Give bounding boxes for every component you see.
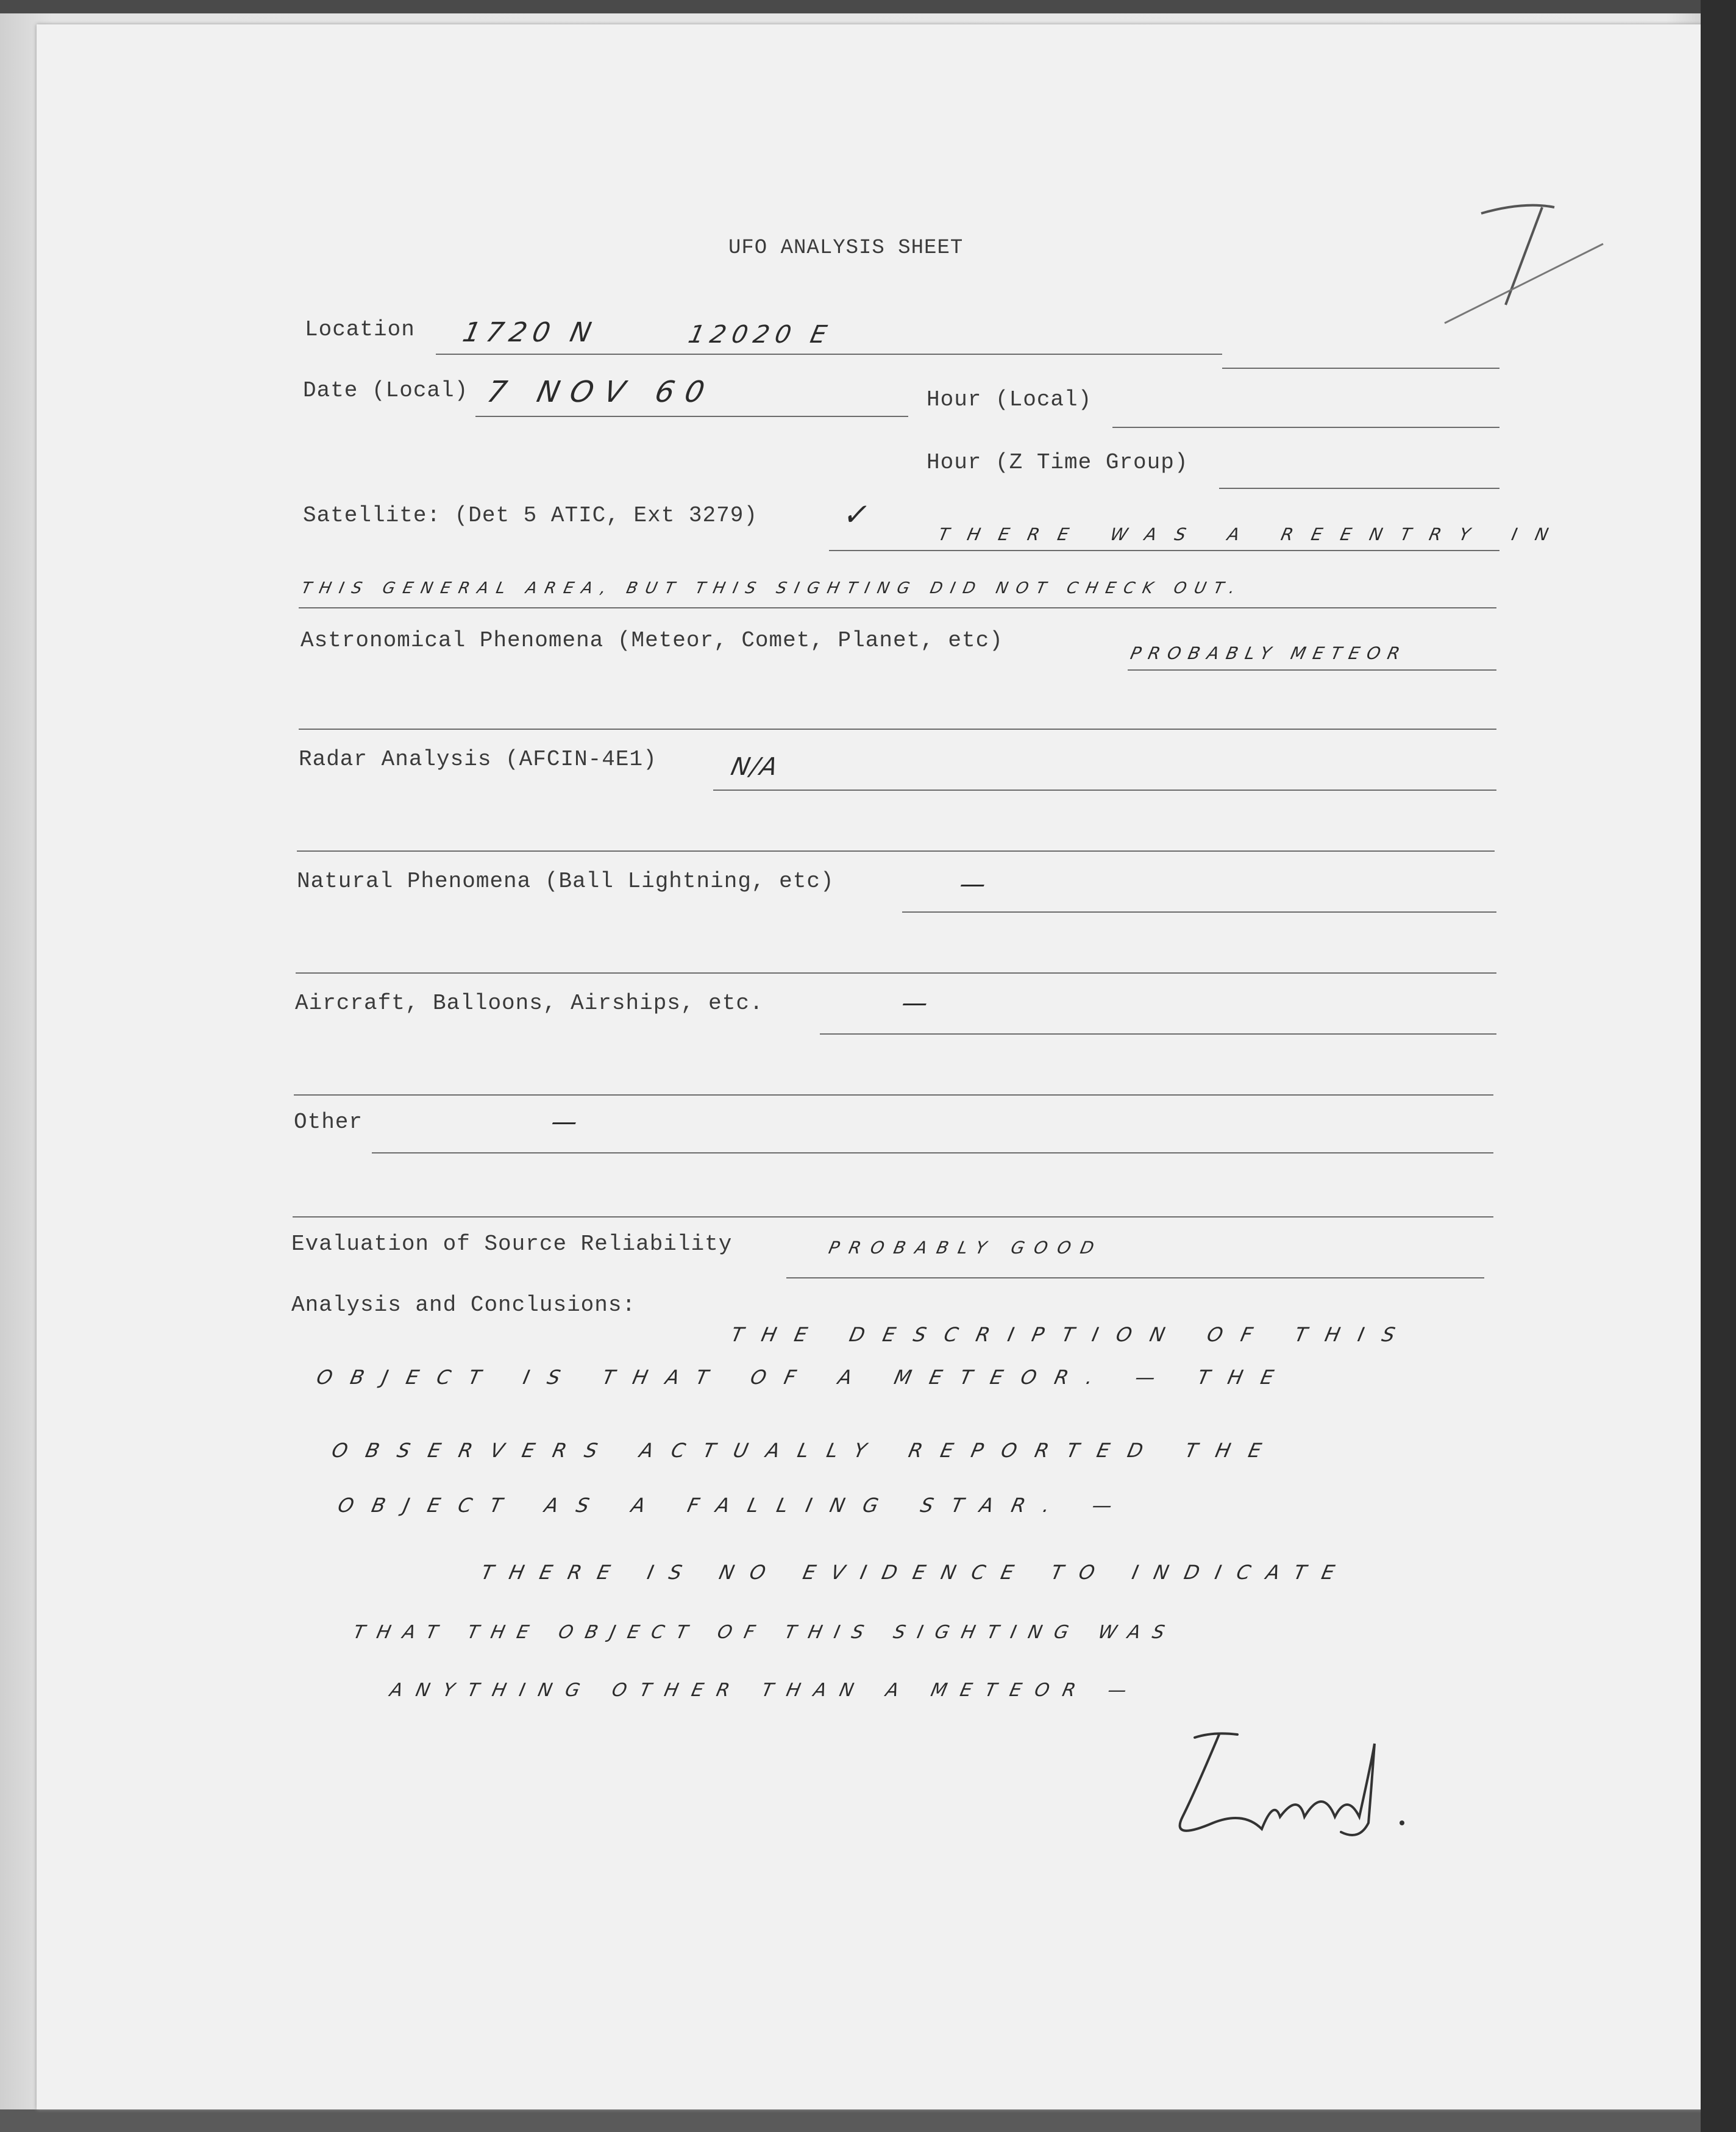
- analysis-line-4: OBJECT AS A FALLING STAR. —: [335, 1494, 1133, 1517]
- reliability-value: PROBABLY GOOD: [827, 1238, 1106, 1258]
- date-local-field-line: [475, 416, 908, 417]
- satellite-field-line2: [299, 607, 1496, 608]
- hour-local-label: Hour (Local): [927, 387, 1092, 412]
- location-lat-value: 1720 N: [460, 317, 600, 348]
- scan-right-edge: [1701, 0, 1736, 2132]
- other-label: Other: [294, 1110, 363, 1135]
- date-local-value: 7 NOV 60: [484, 375, 719, 409]
- satellite-label: Satellite: (Det 5 ATIC, Ext 3279): [303, 503, 758, 528]
- date-local-label: Date (Local): [303, 378, 469, 403]
- analysis-line-7: ANYTHING OTHER THAN A METEOR —: [388, 1680, 1142, 1701]
- hour-z-field-line: [1219, 488, 1499, 489]
- analysis-line-5: THERE IS NO EVIDENCE TO INDICATE: [478, 1561, 1353, 1584]
- astronomical-field-line2: [299, 729, 1496, 730]
- other-field-line2: [293, 1216, 1493, 1218]
- satellite-value-line2: THIS GENERAL AREA, BUT THIS SIGHTING DID NOT CHECK OUT.: [299, 579, 1245, 597]
- radar-value: N/A: [728, 753, 781, 781]
- satellite-value-line1: THERE WAS A REENTRY IN: [936, 524, 1569, 544]
- other-value: —: [548, 1107, 581, 1136]
- location-field-line: [436, 354, 1222, 355]
- analysis-line-2: OBJECT IS THAT OF A METEOR. — THE: [314, 1366, 1294, 1389]
- hour-local-field-line: [1112, 427, 1499, 428]
- analysis-sheet-paper: [37, 24, 1704, 2109]
- satellite-check-mark: ✓: [840, 497, 874, 532]
- aircraft-value: —: [898, 988, 931, 1018]
- aircraft-field-line2: [294, 1094, 1493, 1096]
- location-label: Location: [305, 317, 415, 342]
- natural-label: Natural Phenomena (Ball Lightning, etc): [297, 869, 834, 894]
- natural-field-line: [902, 911, 1496, 913]
- analysis-line-1: THE DESCRIPTION OF THIS: [728, 1323, 1415, 1346]
- other-field-line: [372, 1152, 1493, 1153]
- location-lon-value: 12020 E: [686, 321, 836, 349]
- radar-label: Radar Analysis (AFCIN-4E1): [299, 747, 657, 772]
- radar-field-line: [713, 790, 1496, 791]
- scan-bottom-edge: [0, 2109, 1736, 2132]
- astronomical-field-line: [1128, 669, 1496, 671]
- astronomical-value: PROBABLY METEOR: [1128, 643, 1409, 663]
- aircraft-label: Aircraft, Balloons, Airships, etc.: [295, 991, 764, 1016]
- natural-field-line2: [296, 972, 1496, 974]
- aircraft-field-line: [820, 1033, 1496, 1035]
- reliability-label: Evaluation of Source Reliability: [291, 1232, 733, 1257]
- signature: [1158, 1725, 1451, 1847]
- analysis-line-6: THAT THE OBJECT OF THIS SIGHTING WAS: [351, 1622, 1179, 1643]
- page-number-mark: [1432, 195, 1615, 329]
- sheet-title: UFO ANALYSIS SHEET: [728, 237, 964, 260]
- reliability-field-line: [786, 1277, 1484, 1278]
- location-field-line-ext: [1222, 368, 1499, 369]
- radar-field-line2: [297, 850, 1495, 852]
- hour-z-label: Hour (Z Time Group): [927, 450, 1189, 475]
- satellite-field-line1: [829, 550, 1499, 551]
- natural-value: —: [956, 869, 989, 899]
- scan-top-edge: [0, 0, 1736, 13]
- analysis-label: Analysis and Conclusions:: [291, 1292, 636, 1317]
- astronomical-label: Astronomical Phenomena (Meteor, Comet, Planet, etc): [301, 628, 1003, 653]
- analysis-line-3: OBSERVERS ACTUALLY REPORTED THE: [329, 1439, 1282, 1462]
